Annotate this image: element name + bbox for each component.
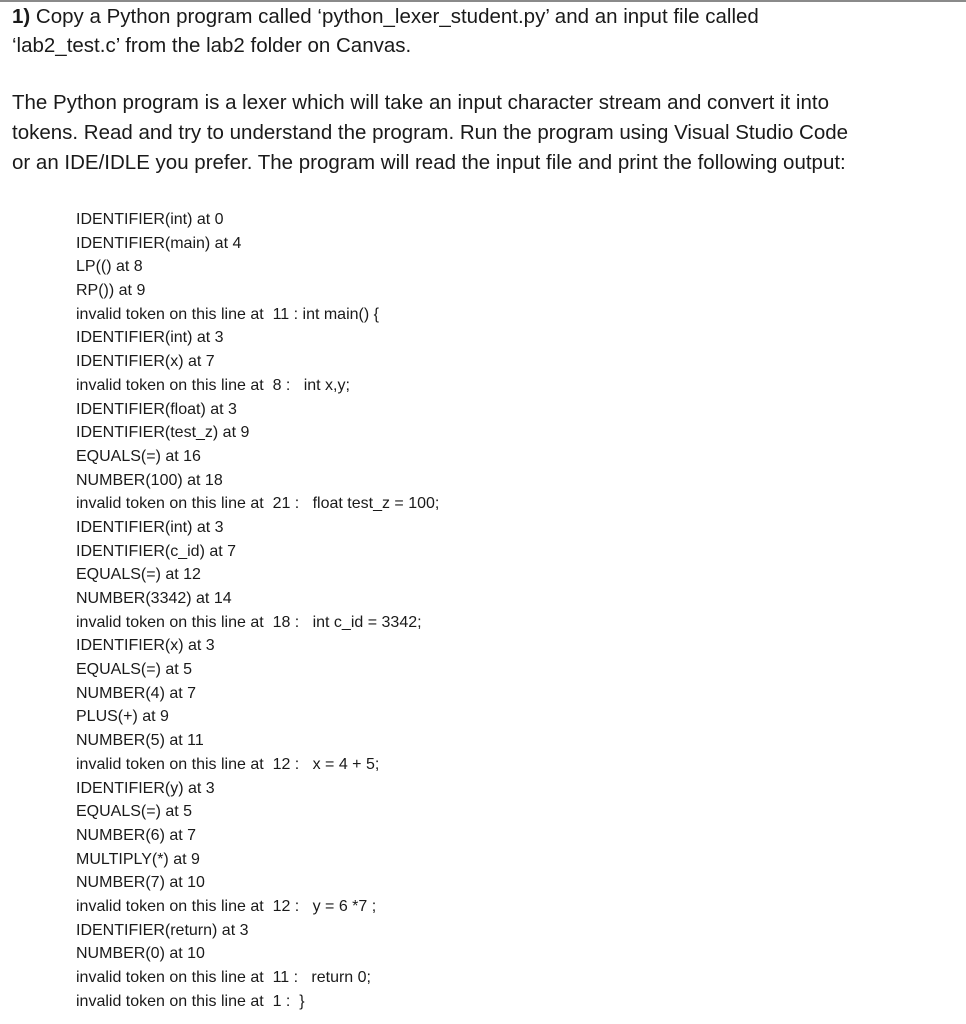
output-line: IDENTIFIER(main) at 4 xyxy=(76,234,242,252)
question-number: 1) xyxy=(12,5,31,28)
output-line: IDENTIFIER(test_z) at 9 xyxy=(76,424,250,442)
program-output-list xyxy=(76,208,936,1013)
output-line: MULTIPLY(*) at 9 xyxy=(76,850,200,868)
output-line: IDENTIFIER(int) at 3 xyxy=(76,518,224,536)
output-line: EQUALS(=) at 12 xyxy=(76,566,201,584)
output-line: IDENTIFIER(float) at 3 xyxy=(76,400,237,418)
output-line: IDENTIFIER(y) at 3 xyxy=(76,779,215,797)
intro-line1: The Python program is a lexer which will take an input character stream and convert it into xyxy=(12,91,829,114)
output-line: invalid token on this line at 1 : } xyxy=(76,992,305,1010)
output-line: invalid token on this line at 12 : x = 4 + 5; xyxy=(76,755,380,773)
intro-line2: tokens. Read and try to understand the program. Run the program using Visual Studio Code xyxy=(12,121,849,144)
question-heading xyxy=(12,2,952,60)
output-line: invalid token on this line at 11 : int main() { xyxy=(76,305,379,323)
output-line: invalid token on this line at 12 : y = 6 *7 ; xyxy=(76,897,377,915)
output-line: invalid token on this line at 11 : return 0; xyxy=(76,969,371,986)
output-line: NUMBER(5) at 11 xyxy=(76,732,204,750)
output-line: IDENTIFIER(int) at 0 xyxy=(76,211,224,228)
output-line: EQUALS(=) at 5 xyxy=(76,661,193,679)
output-line: NUMBER(7) at 10 xyxy=(76,874,205,892)
output-line: PLUS(+) at 9 xyxy=(76,708,169,726)
output-line: invalid token on this line at 18 : int c_id = 3342; xyxy=(76,613,422,631)
output-line: IDENTIFIER(x) at 3 xyxy=(76,637,215,655)
output-line: IDENTIFIER(int) at 3 xyxy=(76,329,224,347)
output-line: EQUALS(=) at 5 xyxy=(76,803,193,821)
output-line: EQUALS(=) at 16 xyxy=(76,447,201,465)
output-line: NUMBER(6) at 7 xyxy=(76,826,197,844)
output-line: IDENTIFIER(return) at 3 xyxy=(76,921,249,939)
question-text-line2: ‘lab2_test.c’ from the lab2 folder on Canvas. xyxy=(12,34,412,57)
output-line: RP()) at 9 xyxy=(76,282,146,300)
output-line: NUMBER(4) at 7 xyxy=(76,684,197,702)
output-line: NUMBER(100) at 18 xyxy=(76,471,223,489)
question-text-line1: Copy a Python program called ‘python_lexer_student.py’ and an input file called xyxy=(30,5,759,28)
output-line: invalid token on this line at 8 : int x,y; xyxy=(76,376,350,394)
output-line: NUMBER(3342) at 14 xyxy=(76,590,232,607)
output-line: IDENTIFIER(c_id) at 7 xyxy=(76,542,237,560)
output-line: invalid token on this line at 21 : float test_z = 100; xyxy=(76,495,440,513)
output-line: LP(() at 8 xyxy=(76,258,143,276)
output-line: NUMBER(0) at 10 xyxy=(76,945,205,963)
intro-paragraph xyxy=(12,88,957,178)
intro-line3: or an IDE/IDLE you prefer. The program will read the input file and print the following output: xyxy=(12,151,846,174)
output-line: IDENTIFIER(x) at 7 xyxy=(76,353,215,371)
